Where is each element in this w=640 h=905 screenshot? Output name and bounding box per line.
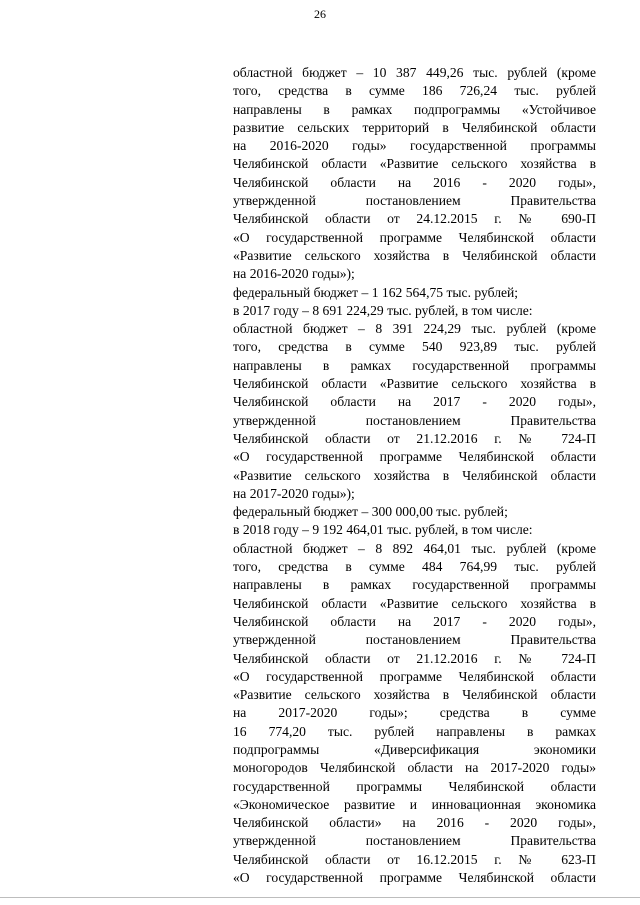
text-line: областной бюджет – 8 892 464,01 тыс. рублей (кроме (233, 540, 596, 556)
text-line: утвержденной постановлением Правительства (233, 193, 596, 209)
text-line: «Развитие сельского хозяйства в Челябинской области (233, 687, 596, 703)
text-line: направлены в рамках подпрограммы «Устойчивое (233, 101, 596, 117)
text-line: в 2018 году – 9 192 464,01 тыс. рублей, в том числе: (233, 522, 533, 538)
text-line: «О государственной программе Челябинской области (233, 668, 596, 684)
text-line: Челябинской области «Развитие сельского хозяйства в (233, 595, 596, 611)
text-line: того, средства в сумме 186 726,24 тыс. рублей (233, 83, 596, 99)
text-line: того, средства в сумме 540 923,89 тыс. рублей (233, 339, 596, 355)
text-line: Челябинской области от 21.12.2016 г. № 724-П (233, 650, 596, 666)
text-line: на 2017-2020 годы»; средства в сумме (233, 705, 596, 721)
text-line: на 2016-2020 годы» государственной программы (233, 138, 596, 154)
text-line: моногородов Челябинской области на 2017-2020 годы» (233, 760, 596, 776)
text-line: Челябинской области от 21.12.2016 г. № 724-П (233, 430, 596, 446)
text-line: утвержденной постановлением Правительства (233, 833, 596, 849)
text-line: Челябинской области от 16.12.2015 г. № 623-П (233, 851, 596, 867)
text-line: развитие сельских территорий в Челябинской области (233, 119, 596, 135)
text-line: направлены в рамках государственной программы (233, 357, 596, 373)
text-line: утвержденной постановлением Правительства (233, 632, 596, 648)
text-line: «Развитие сельского хозяйства в Челябинской области (233, 247, 596, 263)
text-line: Челябинской области «Развитие сельского хозяйства в (233, 156, 596, 172)
page-number: 26 (314, 7, 326, 21)
text-line: 16 774,20 тыс. рублей направлены в рамках (233, 723, 596, 739)
text-line: государственной программы Челябинской области (233, 778, 596, 794)
text-line: того, средства в сумме 484 764,99 тыс. рублей (233, 559, 596, 575)
text-line: «О государственной программе Челябинской области (233, 870, 596, 886)
text-line: Челябинской области от 24.12.2015 г. № 690-П (233, 211, 596, 227)
page-bottom-edge (0, 897, 640, 898)
text-line: на 2016-2020 годы»); (233, 266, 355, 282)
text-line: «О государственной программе Челябинской области (233, 449, 596, 465)
text-line: подпрограммы «Диверсификация экономики (233, 741, 596, 757)
text-line: Челябинской области «Развитие сельского хозяйства в (233, 376, 596, 392)
text-line: на 2017-2020 годы»); (233, 485, 355, 501)
text-line: областной бюджет – 8 391 224,29 тыс. рублей (кроме (233, 321, 596, 337)
text-line: областной бюджет – 10 387 449,26 тыс. рублей (кроме (233, 65, 596, 80)
text-line: Челябинской области» на 2016 - 2020 годы», (233, 815, 596, 831)
text-line: «О государственной программе Челябинской области (233, 229, 596, 245)
text-line: направлены в рамках государственной программы (233, 577, 596, 593)
text-line: в 2017 году – 8 691 224,29 тыс. рублей, в том числе: (233, 302, 533, 318)
text-line: федеральный бюджет – 300 000,00 тыс. рублей; (233, 504, 508, 520)
text-line: федеральный бюджет – 1 162 564,75 тыс. рублей; (233, 284, 519, 300)
document-body (233, 64, 596, 887)
text-line: Челябинской области на 2016 - 2020 годы», (233, 174, 596, 190)
text-line: утвержденной постановлением Правительства (233, 412, 596, 428)
text-line: Челябинской области на 2017 - 2020 годы», (233, 613, 596, 629)
text-line: «Экономическое развитие и инновационная экономика (233, 796, 596, 812)
text-line: «Развитие сельского хозяйства в Челябинской области (233, 467, 596, 483)
text-line: Челябинской области на 2017 - 2020 годы», (233, 394, 596, 410)
